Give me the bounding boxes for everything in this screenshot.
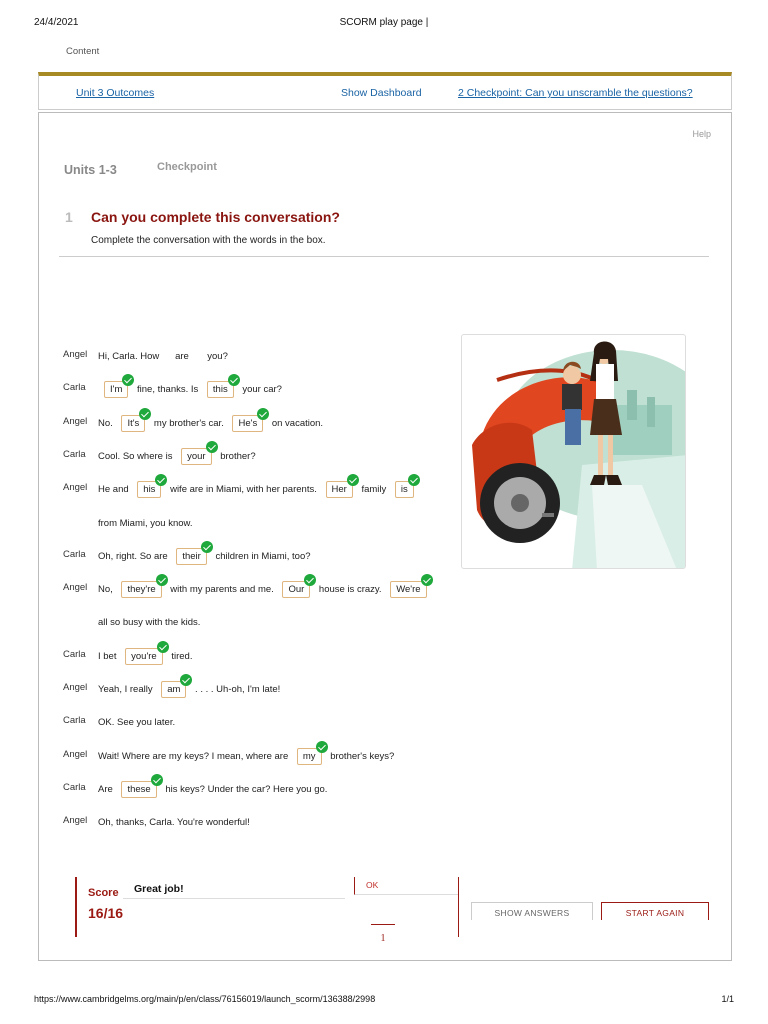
correct-check-icon xyxy=(347,474,359,486)
line-segment: OK. See you later. xyxy=(98,716,176,728)
answer-box[interactable] xyxy=(121,415,145,432)
line-segment: Cool. So where is xyxy=(98,450,176,462)
illustration-svg xyxy=(462,335,686,569)
answer-word: your xyxy=(187,450,206,462)
answer-word: am xyxy=(167,683,181,695)
score-value: 16/16 xyxy=(88,905,124,921)
line-segment: my brother's car. xyxy=(151,417,227,429)
line-segment: brother's keys? xyxy=(327,750,395,762)
line-segment: Oh, right. So are xyxy=(98,550,171,562)
answer-word: He's xyxy=(238,417,258,429)
answer-word: these xyxy=(127,783,151,795)
divider xyxy=(59,256,709,257)
score-box xyxy=(75,877,459,937)
answer-box[interactable] xyxy=(121,581,161,598)
correct-check-icon xyxy=(408,474,420,486)
speaker-name: Carla xyxy=(63,382,86,393)
feedback-message: Great job! xyxy=(123,877,345,899)
next-checkpoint-link[interactable]: 2 Checkpoint: Can you unscramble the questions? xyxy=(458,87,693,99)
correct-check-icon xyxy=(180,674,192,686)
answer-word: their xyxy=(182,550,201,562)
answer-box[interactable] xyxy=(161,681,186,698)
answer-box[interactable] xyxy=(232,415,263,432)
line-segment: his keys? Under the car? Here you go. xyxy=(162,783,328,795)
answer-word: I'm xyxy=(110,383,123,395)
line-text xyxy=(98,479,420,499)
correct-check-icon xyxy=(257,408,269,420)
line-segment: brother? xyxy=(217,450,256,462)
line-text xyxy=(98,446,256,466)
show-answers-button[interactable]: SHOW ANSWERS xyxy=(471,902,593,920)
correct-check-icon xyxy=(206,441,218,453)
answer-word: you're xyxy=(131,650,157,662)
line-segment: Hi, Carla. How are you? xyxy=(98,350,228,362)
correct-check-icon xyxy=(421,574,433,586)
line-text xyxy=(98,413,323,433)
speaker-name: Angel xyxy=(63,749,88,760)
line-text xyxy=(98,546,311,566)
correct-check-icon xyxy=(122,374,134,386)
speaker-name: Angel xyxy=(63,349,88,360)
answer-word: Her xyxy=(331,483,347,495)
answer-box[interactable] xyxy=(181,448,211,465)
line-text xyxy=(98,779,327,799)
answer-box[interactable] xyxy=(390,581,426,598)
speaker-name: Carla xyxy=(63,449,86,460)
top-nav-bar xyxy=(38,72,732,110)
line-segment: . . . . Uh-oh, I'm late! xyxy=(192,683,281,695)
correct-check-icon xyxy=(157,641,169,653)
answer-box[interactable] xyxy=(395,481,414,498)
question-number: 1 xyxy=(65,209,73,225)
speaker-name: Angel xyxy=(63,582,88,593)
speaker-name: Angel xyxy=(63,682,88,693)
answer-box[interactable] xyxy=(297,748,322,765)
show-dashboard-link[interactable]: Show Dashboard xyxy=(341,87,422,99)
speaker-name: Angel xyxy=(63,815,88,826)
answer-box[interactable] xyxy=(121,781,156,798)
answer-box[interactable] xyxy=(176,548,206,565)
line-segment: I bet xyxy=(98,650,120,662)
line-text xyxy=(98,379,282,399)
line-segment: Oh, thanks, Carla. You're wonderful! xyxy=(98,816,250,828)
question-title: Can you complete this conversation? xyxy=(91,209,340,225)
line-text xyxy=(98,513,193,533)
print-date: 24/4/2021 xyxy=(34,17,79,28)
line-segment: house is crazy. xyxy=(316,583,385,595)
answer-word: my xyxy=(302,750,316,762)
correct-check-icon xyxy=(151,774,163,786)
line-text xyxy=(98,712,175,732)
line-segment: wife are in Miami, with her parents. xyxy=(167,483,320,495)
score-label: Score xyxy=(88,887,119,899)
print-url: https://www.cambridgelms.org/main/p/en/class/76156019/launch_scorm/136388/2998 xyxy=(34,994,376,1004)
speaker-name: Carla xyxy=(63,715,86,726)
line-text xyxy=(98,579,433,599)
correct-check-icon xyxy=(156,574,168,586)
start-again-button[interactable]: START AGAIN xyxy=(601,902,709,920)
line-segment: family xyxy=(358,483,389,495)
print-header xyxy=(34,17,734,31)
units-label: Units 1-3 xyxy=(64,163,117,177)
line-text xyxy=(98,812,250,832)
line-segment: fine, thanks. Is xyxy=(134,383,201,395)
line-segment: Are xyxy=(98,783,116,795)
line-segment: with my parents and me. xyxy=(167,583,277,595)
correct-check-icon xyxy=(316,741,328,753)
answer-box[interactable] xyxy=(282,581,310,598)
answer-word: Our xyxy=(288,583,305,595)
speaker-name: Carla xyxy=(63,549,86,560)
correct-check-icon xyxy=(201,541,213,553)
print-page-count: 1/1 xyxy=(721,994,734,1004)
unit-outcomes-link[interactable]: Unit 3 Outcomes xyxy=(76,87,155,99)
line-segment: all so busy with the kids. xyxy=(98,616,201,628)
correct-check-icon xyxy=(155,474,167,486)
page-number-tab[interactable]: 1 xyxy=(371,924,395,950)
answer-word: they're xyxy=(127,583,156,595)
line-text xyxy=(98,612,200,632)
question-instructions: Complete the conversation with the words in the box. xyxy=(91,235,326,246)
ok-button[interactable]: OK xyxy=(354,877,458,895)
answer-word: We're xyxy=(396,583,421,595)
line-text xyxy=(98,346,228,366)
content-tab[interactable]: Content xyxy=(66,46,100,57)
line-text xyxy=(98,746,394,766)
correct-check-icon xyxy=(304,574,316,586)
correct-check-icon xyxy=(228,374,240,386)
answer-word: his xyxy=(143,483,156,495)
answer-word: this xyxy=(212,383,228,395)
answer-word: It's xyxy=(127,417,140,429)
line-segment: on vacation. xyxy=(269,417,324,429)
print-title: SCORM play page | xyxy=(339,17,429,28)
answer-box[interactable] xyxy=(207,381,234,398)
speaker-name: Angel xyxy=(63,482,88,493)
line-segment: your car? xyxy=(239,383,282,395)
help-link[interactable]: Help xyxy=(692,129,711,139)
line-segment: from Miami, you know. xyxy=(98,517,193,529)
answer-box[interactable] xyxy=(104,381,128,398)
answer-box[interactable] xyxy=(137,481,161,498)
line-segment: He and xyxy=(98,483,132,495)
line-segment: Yeah, I really xyxy=(98,683,156,695)
line-segment: children in Miami, too? xyxy=(212,550,311,562)
speaker-name: Carla xyxy=(63,782,86,793)
activity-panel xyxy=(38,112,732,961)
checkpoint-label: Checkpoint xyxy=(157,161,217,173)
line-segment: tired. xyxy=(168,650,193,662)
answer-word: is xyxy=(400,483,408,495)
speaker-name: Carla xyxy=(63,649,86,660)
answer-box[interactable] xyxy=(125,648,163,665)
correct-check-icon xyxy=(139,408,151,420)
answer-box[interactable] xyxy=(326,481,353,498)
line-segment: No. xyxy=(98,417,116,429)
line-text xyxy=(98,646,192,666)
speaker-name: Angel xyxy=(63,416,88,427)
line-segment: No, xyxy=(98,583,116,595)
line-segment: Wait! Where are my keys? I mean, where are xyxy=(98,750,291,762)
illustration-couple-car xyxy=(461,334,686,569)
line-text xyxy=(98,679,280,699)
